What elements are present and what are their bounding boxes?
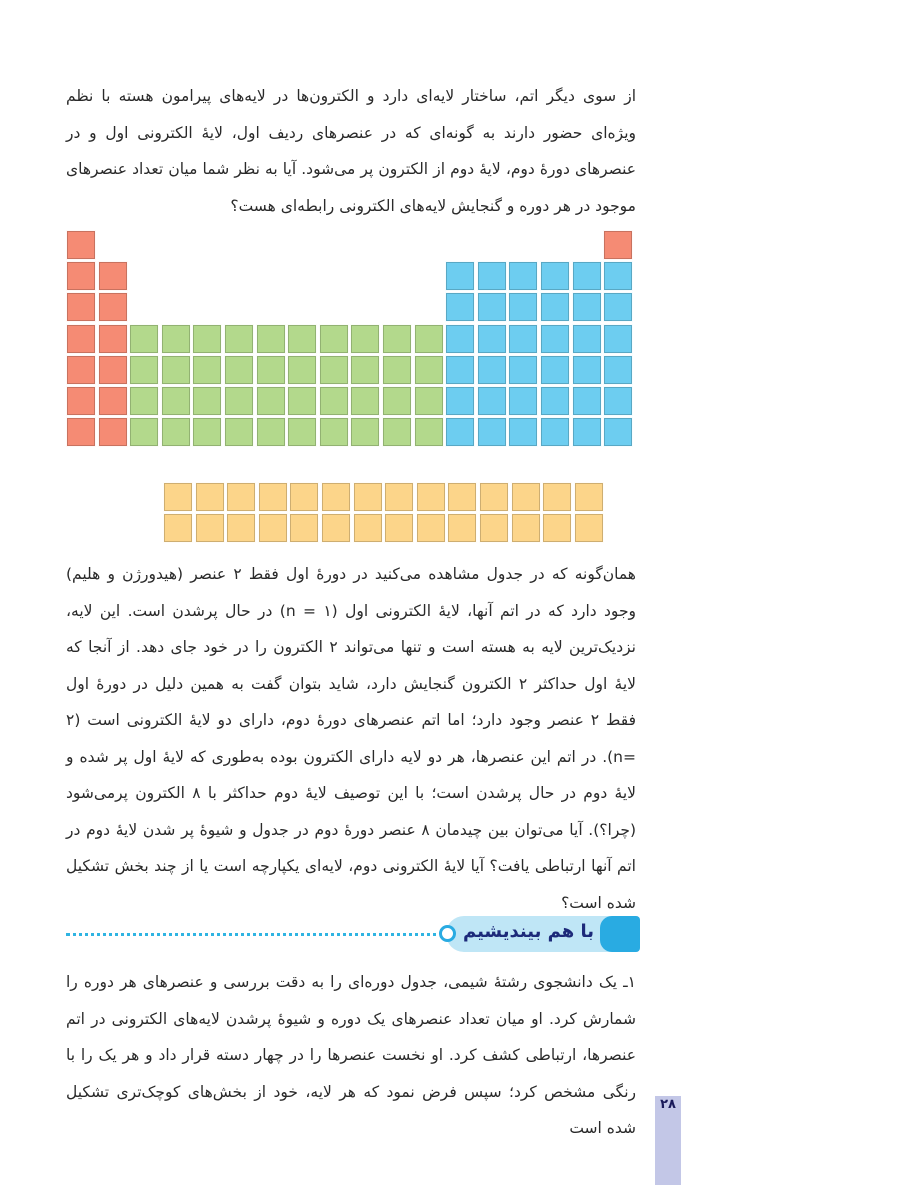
- p-block-cell: [572, 417, 602, 447]
- f-block-cell: [384, 513, 414, 543]
- s-block-cell: [98, 324, 128, 354]
- section-title-tab: [600, 916, 640, 952]
- p-block-cell: [445, 324, 475, 354]
- p-block-cell: [445, 417, 475, 447]
- p-block-cell: [603, 417, 633, 447]
- s-block-cell: [66, 292, 96, 322]
- p-block-cell: [477, 386, 507, 416]
- d-block-cell: [382, 355, 412, 385]
- f-block-cell: [511, 482, 541, 512]
- s-block-cell: [98, 355, 128, 385]
- d-block-cell: [382, 324, 412, 354]
- f-block-cell: [226, 513, 256, 543]
- p-block-cell: [477, 292, 507, 322]
- f-block-cell: [289, 482, 319, 512]
- d-block-cell: [129, 355, 159, 385]
- d-block-cell: [256, 386, 286, 416]
- f-block-cell: [511, 513, 541, 543]
- activity-paragraph: ۱ـ یک دانشجوی رشتهٔ شیمی، جدول دوره‌ای را به دقت بررسی و عنصرهای هر دوره را شمارش کرد. او میان تعداد عنصرهای یک دوره و شیوهٔ پرشدن لایه‌های الکترونی در اتم عنصرها، ارتباطی کشف کرد. او نخست عنصرها را در چهار دسته قرار داد و هر یک را با رنگی مشخص کرد؛ سپس فرض نمود که هر لایه، خود از بخش‌های کوچک‌تری تشکیل شده است: [66, 973, 636, 1137]
- p-block-cell: [540, 355, 570, 385]
- d-block-cell: [414, 386, 444, 416]
- p-block-cell: [572, 292, 602, 322]
- d-block-cell: [350, 386, 380, 416]
- intro-paragraph: از سوی دیگر اتم، ساختار لایه‌ای دارد و الکترون‌ها در لایه‌های پیرامون هسته با نظم ویژه‌ای حضور دارند به گونه‌ای که در عنصرهای ردیف اول، لایهٔ الکترونی اول و در عنصرهای دورهٔ دوم، لایهٔ دوم از الکترون پر می‌شود. آیا به نظر شما میان تعداد عنصرهای موجود در هر دوره و گنجایش لایه‌های الکترونی رابطه‌ای هست؟: [66, 87, 636, 215]
- d-block-cell: [350, 324, 380, 354]
- f-block-cell: [542, 482, 572, 512]
- d-block-cell: [224, 386, 254, 416]
- d-block-cell: [414, 417, 444, 447]
- f-block-cell: [163, 482, 193, 512]
- dotted-divider: [66, 933, 444, 936]
- section-title: با هم بیندیشیم: [462, 921, 594, 942]
- f-block-cell: [258, 513, 288, 543]
- f-block-cell: [195, 482, 225, 512]
- d-block-cell: [287, 324, 317, 354]
- f-block-cell: [289, 513, 319, 543]
- d-block-cell: [161, 324, 191, 354]
- f-block-cell: [447, 482, 477, 512]
- p-block-cell: [603, 386, 633, 416]
- p-block-cell: [445, 292, 475, 322]
- d-block-cell: [319, 386, 349, 416]
- p-block-cell: [603, 292, 633, 322]
- d-block-cell: [256, 324, 286, 354]
- d-block-cell: [414, 324, 444, 354]
- p-block-cell: [445, 386, 475, 416]
- s-block-cell: [98, 386, 128, 416]
- d-block-cell: [192, 355, 222, 385]
- d-block-cell: [350, 417, 380, 447]
- f-block-cell: [195, 513, 225, 543]
- d-block-cell: [129, 417, 159, 447]
- body-paragraph: همان‌گونه که در جدول مشاهده می‌کنید در دورهٔ اول فقط ۲ عنصر (هیدورژن و هلیم) وجود دارد که در اتم آنها، لایهٔ الکترونی اول (۱ = n) در حال پرشدن است. این لایه، نزدیک‌ترین لایه به هسته است و تنها می‌تواند ۲ الکترون را در خود جای دهد. از آنجا که لایهٔ اول حداکثر ۲ الکترون گنجایش دارد، شاید بتوان گفت به همین دلیل در دورهٔ اول فقط ۲ عنصر وجود دارد؛ اما اتم عنصرهای دورهٔ دوم، دارای دو لایهٔ الکترونی است (۲ =n). در اتم این عنصرها، هر دو لایه دارای الکترون بوده به‌طوری که لایهٔ اول پر شده و لایهٔ دوم در حال پرشدن است؛ با این توصیف لایهٔ دوم حداکثر با ۸ الکترون پرمی‌شود (چرا؟). آیا می‌توان بین چیدمان ۸ عنصر دورهٔ دوم در جدول و شیوهٔ پر شدن لایهٔ دوم در اتم آنها ارتباطی یافت؟ آیا لایهٔ الکترونی دوم، لایه‌ای یکپارچه است یا از چند بخش تشکیل شده است؟: [66, 565, 637, 912]
- f-block-cell: [574, 513, 604, 543]
- f-block-cell: [384, 482, 414, 512]
- f-block-cell: [416, 482, 446, 512]
- p-block-cell: [477, 324, 507, 354]
- d-block-cell: [224, 417, 254, 447]
- f-block-cell: [353, 482, 383, 512]
- f-block-cell: [321, 482, 351, 512]
- d-block-cell: [129, 386, 159, 416]
- f-block-cell: [353, 513, 383, 543]
- p-block-cell: [508, 355, 538, 385]
- ring-icon: [439, 925, 456, 942]
- p-block-cell: [603, 261, 633, 291]
- d-block-cell: [287, 355, 317, 385]
- d-block-cell: [319, 417, 349, 447]
- p-block-cell: [445, 355, 475, 385]
- section-header: [60, 914, 640, 954]
- f-block-cell: [542, 513, 572, 543]
- s-block-cell: [66, 230, 96, 260]
- page-number: ۲۸: [660, 1097, 676, 1112]
- p-block-cell: [477, 355, 507, 385]
- p-block-cell: [477, 261, 507, 291]
- d-block-cell: [224, 324, 254, 354]
- p-block-cell: [508, 417, 538, 447]
- d-block-cell: [192, 324, 222, 354]
- s-block-cell: [98, 261, 128, 291]
- f-block-cell: [447, 513, 477, 543]
- f-block-cell: [416, 513, 446, 543]
- f-block-cell: [479, 513, 509, 543]
- d-block-cell: [256, 417, 286, 447]
- p-block-cell: [540, 292, 570, 322]
- s-block-cell: [66, 417, 96, 447]
- d-block-cell: [319, 324, 349, 354]
- d-block-cell: [414, 355, 444, 385]
- p-block-cell: [540, 386, 570, 416]
- p-block-cell: [540, 261, 570, 291]
- f-block-cell: [574, 482, 604, 512]
- d-block-cell: [287, 386, 317, 416]
- s-block-cell: [66, 324, 96, 354]
- d-block-cell: [192, 386, 222, 416]
- p-block-cell: [508, 386, 538, 416]
- f-block-cell: [479, 482, 509, 512]
- d-block-cell: [319, 355, 349, 385]
- f-block-cell: [321, 513, 351, 543]
- f-block-cell: [258, 482, 288, 512]
- d-block-cell: [161, 386, 191, 416]
- d-block-cell: [192, 417, 222, 447]
- d-block-cell: [129, 324, 159, 354]
- p-block-cell: [540, 417, 570, 447]
- section-title-pill: [446, 916, 640, 952]
- d-block-cell: [224, 355, 254, 385]
- s-block-cell: [66, 386, 96, 416]
- d-block-cell: [256, 355, 286, 385]
- p-block-cell: [572, 324, 602, 354]
- p-block-cell: [572, 355, 602, 385]
- s-block-cell: [66, 355, 96, 385]
- p-block-cell: [540, 324, 570, 354]
- s-block-cell: [98, 292, 128, 322]
- p-block-cell: [508, 261, 538, 291]
- p-block-cell: [508, 324, 538, 354]
- d-block-cell: [161, 417, 191, 447]
- p-block-cell: [445, 261, 475, 291]
- d-block-cell: [287, 417, 317, 447]
- p-block-cell: [572, 261, 602, 291]
- d-block-cell: [161, 355, 191, 385]
- s-block-cell: [98, 417, 128, 447]
- s-block-cell: [603, 230, 633, 260]
- p-block-cell: [603, 355, 633, 385]
- s-block-cell: [66, 261, 96, 291]
- p-block-cell: [572, 386, 602, 416]
- p-block-cell: [477, 417, 507, 447]
- p-block-cell: [508, 292, 538, 322]
- d-block-cell: [382, 386, 412, 416]
- p-block-cell: [603, 324, 633, 354]
- f-block-cell: [226, 482, 256, 512]
- d-block-cell: [382, 417, 412, 447]
- d-block-cell: [350, 355, 380, 385]
- f-block-cell: [163, 513, 193, 543]
